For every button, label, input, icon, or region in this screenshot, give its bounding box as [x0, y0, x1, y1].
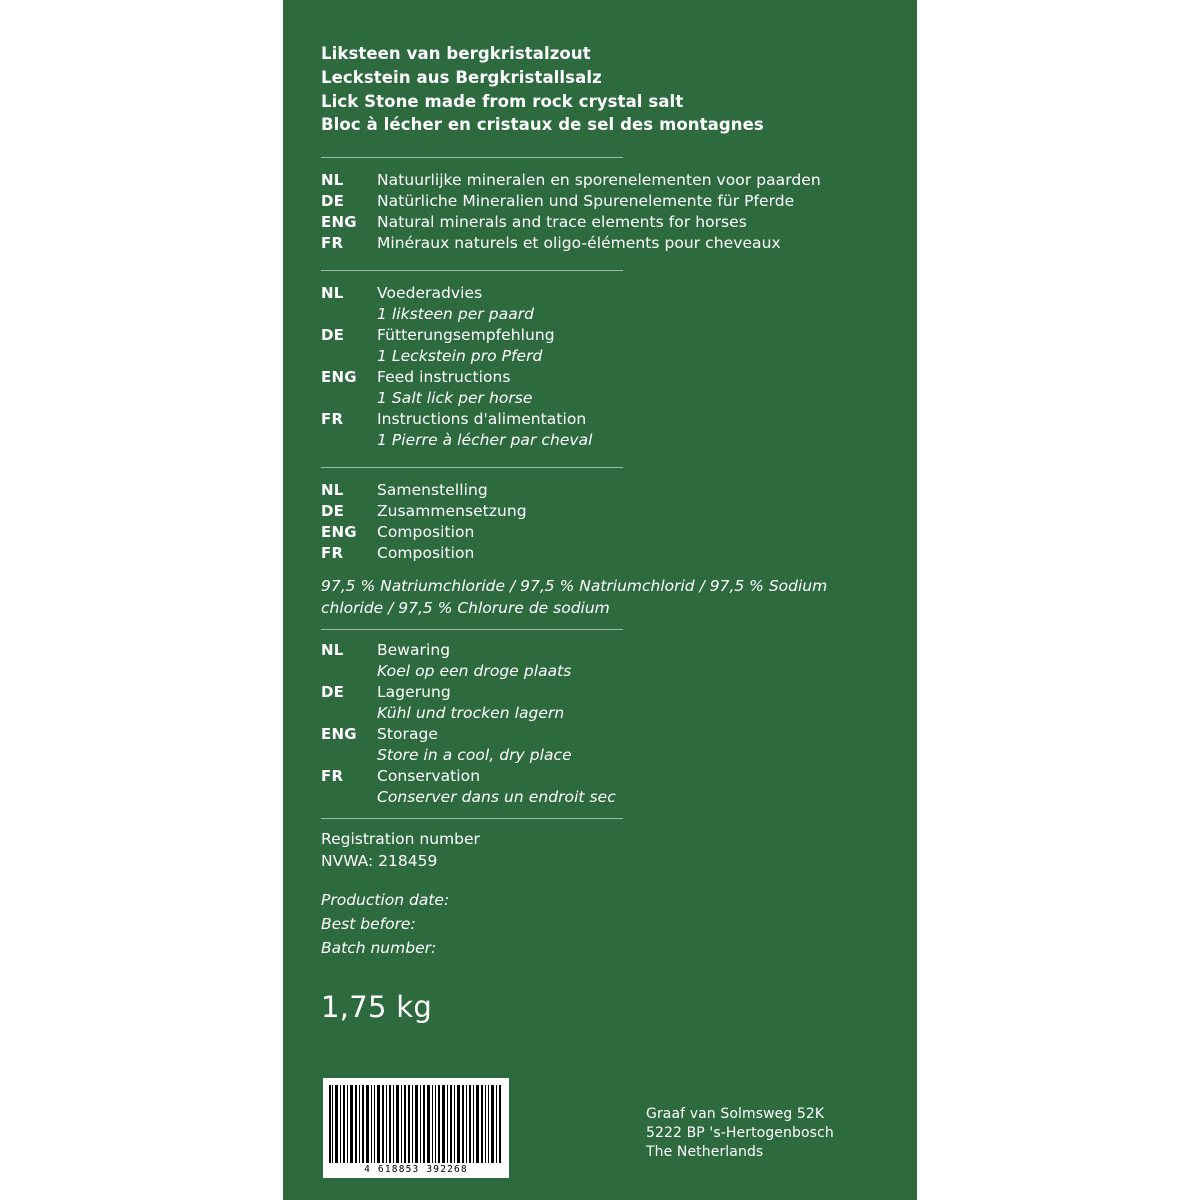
composition-heading-row: [321, 543, 879, 564]
batch-number-label: Batch number:: [321, 939, 437, 958]
address-line-2: 5222 BP 's-Hertogenbosch: [646, 1125, 834, 1141]
description-text: Natural minerals and trace elements for horses: [377, 213, 747, 232]
storage-detail: Koel op een droge plaats: [377, 662, 572, 681]
feed-section: [321, 283, 879, 451]
description-row: [321, 170, 879, 191]
feed-row: [321, 325, 879, 346]
title-block: [321, 42, 879, 137]
feed-row: [321, 283, 879, 304]
title-line-de: Leckstein aus Bergkristallsalz: [321, 67, 602, 87]
storage-heading: Conservation: [377, 767, 481, 786]
storage-detail-row: [321, 703, 879, 724]
storage-detail-row: [321, 787, 879, 808]
description-row: [321, 212, 879, 233]
address-line-1: Graaf van Solmsweg 52K: [646, 1106, 825, 1122]
lang-label: ENG: [321, 523, 357, 542]
registration-section: [321, 829, 879, 872]
composition-heading: Composition: [377, 523, 475, 542]
feed-detail-row: [321, 346, 879, 367]
lang-label: ENG: [321, 213, 357, 232]
address-line-3: The Netherlands: [646, 1144, 764, 1160]
description-text: Natürliche Mineralien und Spurenelemente für Pferde: [377, 192, 795, 211]
composition-section: [321, 480, 879, 619]
storage-section: [321, 640, 879, 808]
lang-label: NL: [321, 641, 344, 660]
title-line-fr: Bloc à lécher en cristaux de sel des montagnes: [321, 115, 764, 135]
feed-heading: Instructions d'alimentation: [377, 410, 587, 429]
best-before-label: Best before:: [321, 915, 416, 934]
composition-heading: Zusammensetzung: [377, 502, 527, 521]
lang-label: NL: [321, 284, 344, 303]
lang-label: FR: [321, 234, 344, 253]
lang-label: ENG: [321, 725, 357, 744]
registration-value: NVWA: 218459: [321, 851, 438, 870]
storage-detail: Kühl und trocken lagern: [377, 704, 565, 723]
feed-detail: 1 liksteen per paard: [377, 305, 535, 324]
registration-label: Registration number: [321, 830, 480, 849]
lang-label: DE: [321, 683, 345, 702]
lang-label: ENG: [321, 368, 357, 387]
storage-heading: Storage: [377, 725, 438, 744]
title-line-nl: Liksteen van bergkristalzout: [321, 44, 591, 63]
description-row: [321, 233, 879, 254]
storage-row: [321, 766, 879, 787]
description-row: [321, 191, 879, 212]
lang-label: FR: [321, 410, 344, 429]
barcode: [323, 1078, 509, 1178]
composition-heading-row: [321, 480, 879, 501]
description-section: [321, 170, 879, 254]
storage-detail: Store in a cool, dry place: [377, 746, 572, 765]
net-weight: 1,75 kg: [321, 990, 433, 1025]
company-address: [646, 1105, 834, 1162]
feed-heading: Feed instructions: [377, 368, 511, 387]
barcode-bars: [329, 1085, 503, 1163]
lang-label: DE: [321, 192, 345, 211]
composition-heading-row: [321, 501, 879, 522]
production-section: [321, 888, 879, 960]
storage-detail-row: [321, 661, 879, 682]
lang-label: DE: [321, 502, 345, 521]
lang-label: NL: [321, 481, 344, 500]
storage-row: [321, 682, 879, 703]
feed-detail-row: [321, 388, 879, 409]
lang-label: FR: [321, 767, 344, 786]
feed-heading: Voederadvies: [377, 284, 483, 303]
feed-detail: 1 Leckstein pro Pferd: [377, 347, 543, 366]
lang-label: FR: [321, 544, 344, 563]
storage-row: [321, 724, 879, 745]
feed-detail: 1 Pierre à lécher par cheval: [377, 431, 593, 450]
feed-detail-row: [321, 430, 879, 451]
production-date-label: Production date:: [321, 891, 450, 910]
storage-detail: Conserver dans un endroit sec: [377, 788, 616, 807]
feed-row: [321, 367, 879, 388]
feed-heading: Fütterungsempfehlung: [377, 326, 555, 345]
description-text: Natuurlijke mineralen en sporenelementen voor paarden: [377, 171, 821, 190]
storage-heading: Lagerung: [377, 683, 451, 702]
storage-heading: Bewaring: [377, 641, 451, 660]
lang-label: DE: [321, 326, 345, 345]
storage-detail-row: [321, 745, 879, 766]
feed-row: [321, 409, 879, 430]
storage-row: [321, 640, 879, 661]
description-text: Minéraux naturels et oligo-éléments pour cheveaux: [377, 234, 781, 253]
lang-label: NL: [321, 171, 344, 190]
title-line-eng: Lick Stone made from rock crystal salt: [321, 91, 684, 111]
feed-detail: 1 Salt lick per horse: [377, 389, 533, 408]
composition-heading: Composition: [377, 544, 475, 563]
composition-text: 97,5 % Natriumchloride / 97,5 % Natriumchlorid / 97,5 % Sodium chloride / 97,5 % Chlorure de sodium: [321, 577, 828, 617]
product-label: [283, 0, 917, 1200]
barcode-number: 4 618853 392268: [364, 1164, 468, 1175]
composition-heading-row: [321, 522, 879, 543]
feed-detail-row: [321, 304, 879, 325]
composition-heading: Samenstelling: [377, 481, 488, 500]
